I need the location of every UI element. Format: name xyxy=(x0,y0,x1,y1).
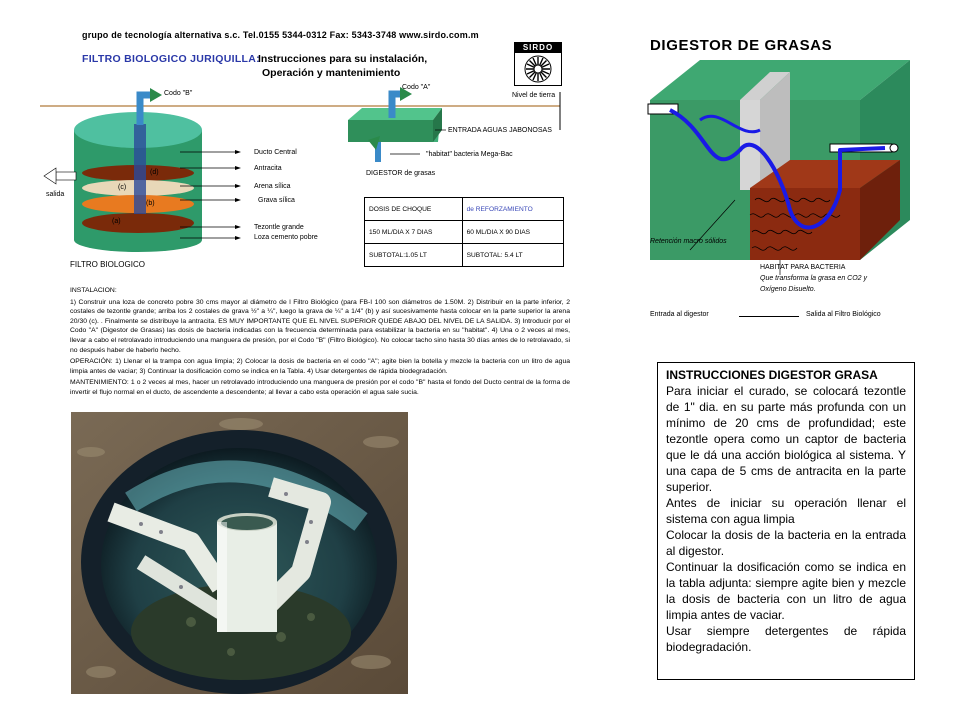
antracita-label: Antracita xyxy=(254,165,282,172)
habitat-bacteria-title: HABITAT PARA BACTERIA xyxy=(760,264,846,271)
divider-line xyxy=(739,316,799,317)
photo-illustration xyxy=(71,412,408,694)
table-row xyxy=(365,198,564,221)
layer-b-label: (b) xyxy=(146,200,155,207)
box-paragraph: Continuar la dosificación como se indica en la tabla adjunta: siempre agite bien y mezcle la dosis de bacteria con un litro de agua limpia antes de vaciar. xyxy=(666,560,906,622)
entrada-label: ENTRADA AGUAS JABONOSAS xyxy=(448,127,552,134)
instructions-text xyxy=(70,286,570,400)
tezontle-label: Tezontle grande xyxy=(254,224,304,231)
digestor-title: DIGESTOR DE GRASAS xyxy=(650,37,833,54)
maintenance-text: MANTENIMIENTO: 1 o 2 veces al mes, hacer un retrolavado introduciendo una manguera de presión por el codo "B" hasta el fondo del Ducto central de la forma de invertir el flujo normal en el ducto, de ascendente a descendente; al llevar a cabo esta operación el agua sale sucia. xyxy=(70,379,570,396)
codo-a-label: Codo "A" xyxy=(402,84,431,91)
doc-title-black: Instrucciones para su instalación, xyxy=(258,53,428,65)
doc-title-blue: FILTRO BIOLOGICO JURIQUILLA: xyxy=(82,53,260,65)
logo-text: SIRDO xyxy=(515,43,561,53)
layer-d-label: (d) xyxy=(150,169,159,176)
habitat-label: "habitat" bacteria Mega-Bac xyxy=(426,151,513,158)
table-cell: SUBTOTAL: 5.4 LT xyxy=(462,244,563,267)
operation-text: OPERACIÓN: 1) Llenar el la trampa con agua limpia; 2) Colocar la dosis de bacteria en el codo "A"; agite bien la botella y mezcle la bacteria con un litro de agua limpia antes de vaciar; 3) Continuar la dosificación como se indica en la Tabla. 4) Usar detergentes de rápida biodegradación. xyxy=(70,358,570,375)
loza-label: Loza cemento pobre xyxy=(254,234,318,241)
box-paragraph: Usar siempre detergentes de rápida biodegradación. xyxy=(666,624,906,654)
digestor-label: DIGESTOR de grasas xyxy=(366,170,436,177)
entrada-digestor-label: Entrada al digestor xyxy=(650,311,709,318)
ducto-label: Ducto Central xyxy=(254,149,297,156)
box-paragraph: Para iniciar el curado, se colocará tezontle de 1" dia. en su parte más profunda con un mínimo de 20 cms de profundidad; este tezontle opera como un captor de bacteria que le dá una acción biológica al sistema. Y una capa de 5 cms de antracita en la parte superior. xyxy=(666,384,906,494)
table-cell: SUBTOTAL:1.05 LT xyxy=(365,244,463,267)
contact-header: grupo de tecnología alternativa s.c. Tel.0155 5344-0312 Fax: 5343-3748 www.sirdo.com.m xyxy=(82,30,479,40)
box-paragraph: Colocar la dosis de la bacteria en la entrada al digestor. xyxy=(666,528,906,558)
codo-b-label: Codo "B" xyxy=(164,90,193,97)
doc-subtitle: Operación y mantenimiento xyxy=(262,67,401,79)
ground-level-label: Nivel de tierra xyxy=(512,92,556,99)
retencion-label: Retención macro sólidos xyxy=(650,238,727,245)
box-paragraph: Antes de iniciar su operación llenar el sistema con agua limpia xyxy=(666,496,906,526)
box-title: INSTRUCCIONES DIGESTOR GRASA xyxy=(666,368,878,382)
table-cell: DOSIS DE CHOQUE xyxy=(365,198,463,221)
salida-label: salida xyxy=(46,191,65,198)
installation-text: 1) Construir una loza de concreto pobre 30 cms mayor al diámetro de l Filtro Biológico (para FB-I 100 son diámetros de 1.50M. 2) Distribuir en la parte inferior, 2 costales de tezontle grande; arriba los 2 costales de grava ½" a ¼", luego la grava de ¼" a 1/4" (b) y así sucesivamente hasta colocar en la parte superior la arena 20/30 (c). . Finalmente se distribuye la antracita. ES MUY IMPORTANTE QUE EL NIVEL SUPERIOR QUEDE ABAJO DEL NIVEL DE LA SALIDA. 3) Introducir por el Codo "A" (Digestor de Grasas) las dosis de bacteria indicadas con la frecuencia determinada para estabilizar la bacteria en su "habitat". 4) Una o 2 veces al mes, llevar a cabo el retrolavado introduciendo una manguera de presión, por el Codo "B" (Filtro Biológico). No colocar tacho sino hasta 30 días antes de lo retrolavado, si no después haber de haberlo hecho. xyxy=(70,298,570,354)
installation-heading: INSTALACION: xyxy=(70,287,117,294)
habitat-line-1: Que transforma la grasa en CO2 y xyxy=(760,275,867,282)
table-cell: 150 ML/DIA X 7 DIAS xyxy=(365,221,463,244)
layer-a-label: (a) xyxy=(112,218,121,225)
table-cell: de REFORZAMIENTO xyxy=(462,198,563,221)
filtro-label: FILTRO BIOLOGICO xyxy=(70,260,145,269)
table-row xyxy=(365,221,564,244)
layer-c-label: (c) xyxy=(118,184,127,191)
habitat-line-2: Oxígeno Disuelto. xyxy=(760,286,816,293)
table-cell: 60 ML/DIA X 90 DIAS xyxy=(462,221,563,244)
salida-filtro-label: Salida al Filtro Biológico xyxy=(806,311,881,318)
arena-label: Arena sílica xyxy=(254,183,291,190)
dose-table xyxy=(364,197,564,267)
table-row xyxy=(365,244,564,267)
installed-digestor-photo xyxy=(71,412,408,694)
grava-label: Grava sílica xyxy=(258,197,295,204)
digestor-instructions-box xyxy=(657,362,915,680)
